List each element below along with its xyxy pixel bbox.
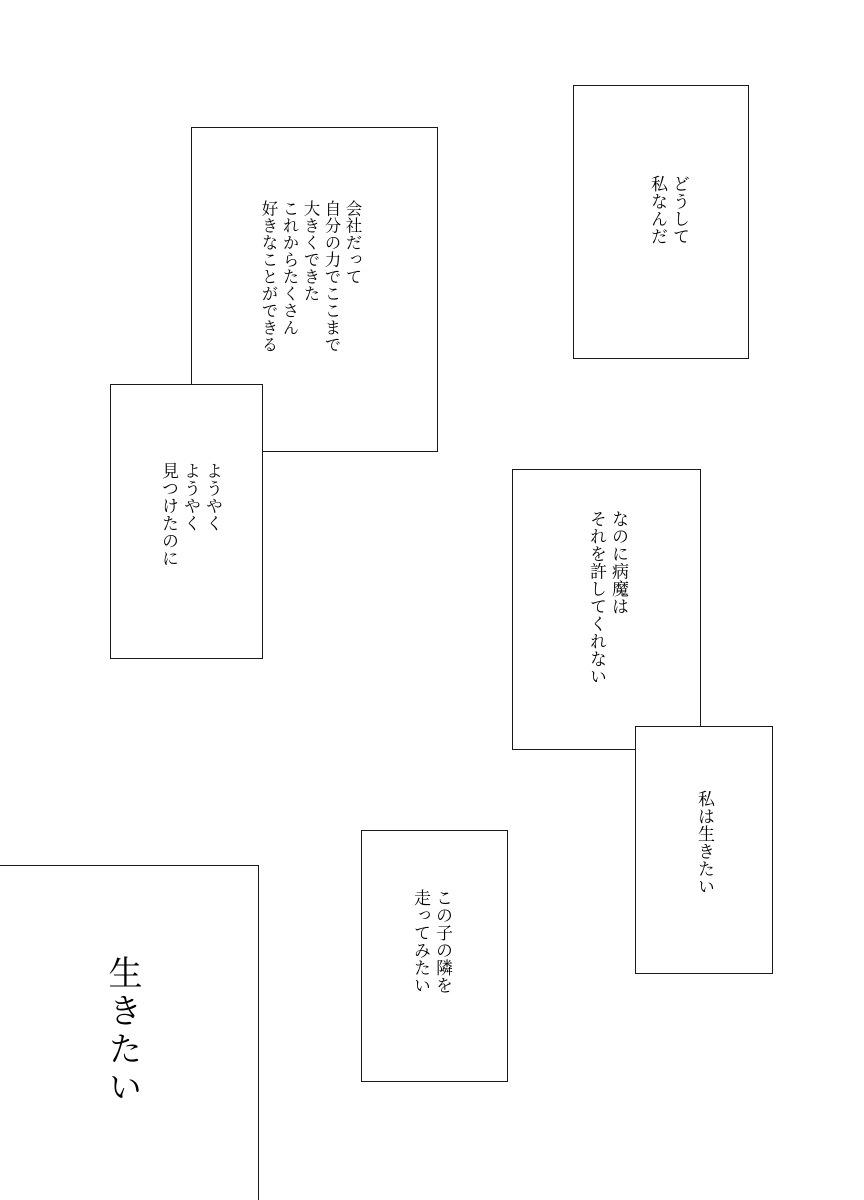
caption-line: この子の隣を	[432, 889, 452, 994]
caption-line: どうして	[669, 175, 689, 245]
caption-illness	[585, 510, 629, 685]
caption-line: なのに病魔は	[608, 510, 628, 615]
caption-line: 自分の力でここまで	[322, 200, 341, 353]
caption-want-live-small	[693, 790, 715, 895]
caption-line: 見つけたのに	[158, 462, 178, 567]
caption-line: 大きくできた	[301, 200, 320, 302]
caption-line: 私なんだ	[647, 175, 667, 245]
caption-line: ようやく	[180, 462, 200, 532]
caption-line: ようやく	[202, 462, 222, 532]
caption-line: 好きなことができる	[259, 200, 278, 353]
caption-line: 走ってみたい	[410, 889, 430, 994]
caption-line: それを許してくれない	[586, 510, 606, 685]
caption-line: これからたくさん	[280, 200, 299, 336]
caption-want-live-big	[100, 955, 144, 1107]
caption-line: 私は生きたい	[694, 790, 714, 895]
caption-line: 生きたい	[102, 955, 142, 1107]
caption-finally	[157, 462, 223, 567]
caption-company	[258, 200, 363, 353]
caption-line: 会社だって	[343, 200, 362, 285]
caption-beside-child	[409, 889, 453, 994]
caption-why-me	[646, 175, 690, 245]
